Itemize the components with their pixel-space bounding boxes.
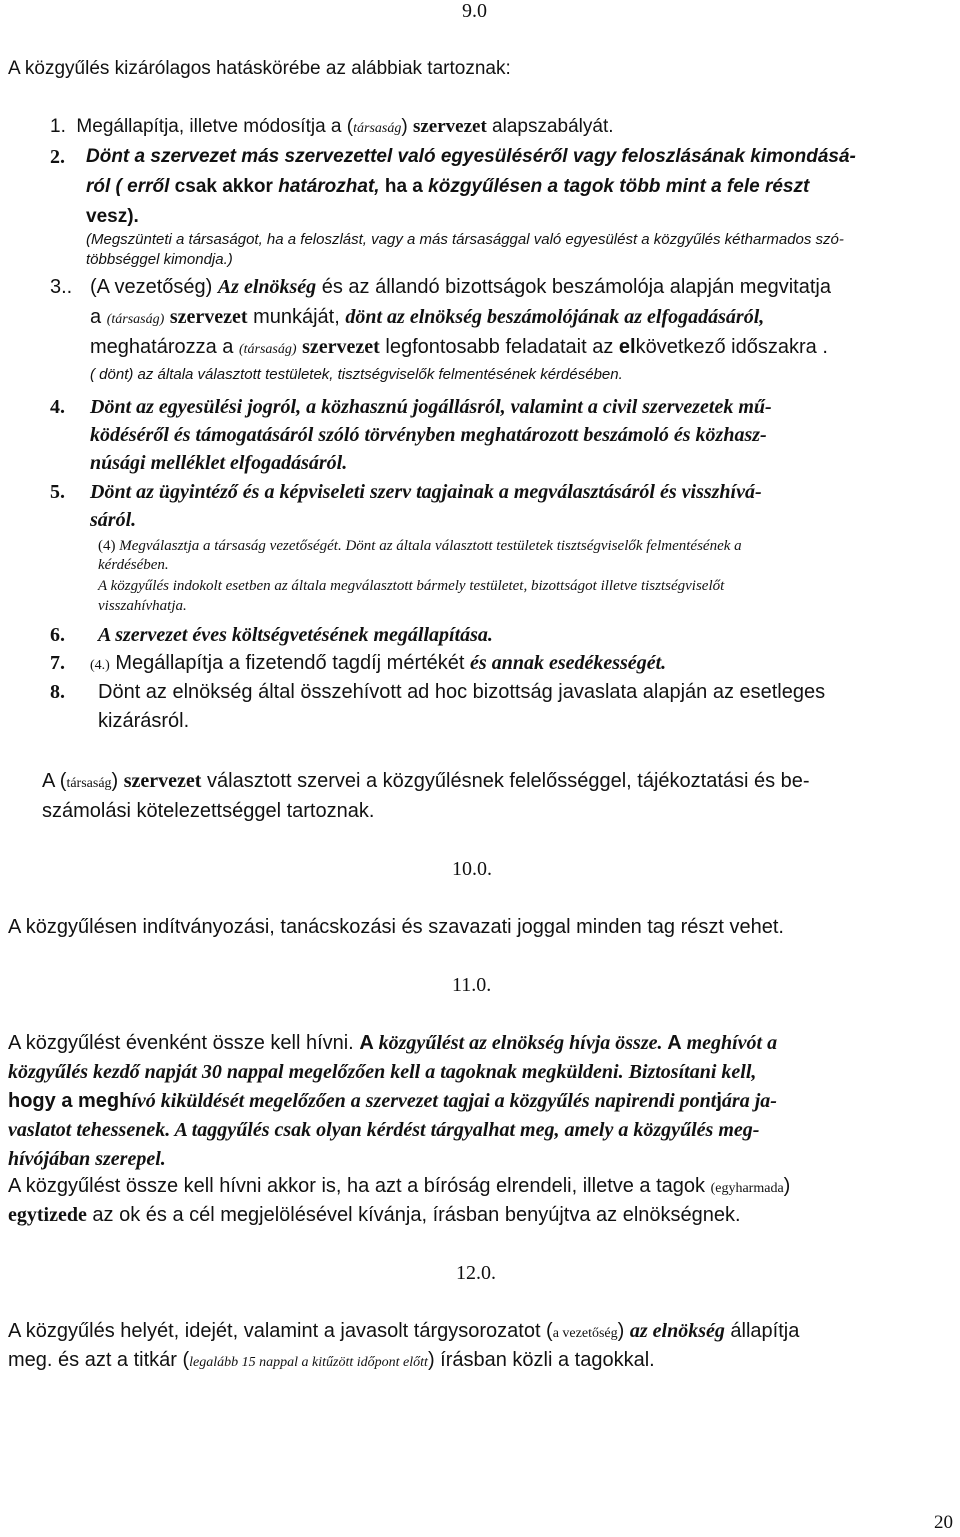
list-item-8-line-1: Dönt az elnökség által összehívott ad hoc bizottság javaslata alapján az esetleges: [98, 681, 826, 703]
section-12-line-1: A közgyűlés helyét, idejét, valamint a javasolt tárgysorozatot (a vezetőség) az elnökség állapítja: [8, 1320, 800, 1342]
list-item-4-line-1: Dönt az egyesülési jogról, a közhasznú jogállásról, valamint a civil szervezetek mű-: [90, 396, 772, 418]
section-10-text: A közgyűlésen indítványozási, tanácskozási és szavazati joggal minden tag részt vehet.: [8, 916, 784, 938]
list-item-2-line-2: ról ( erről csak akkor határozhat, ha a közgyűlésen a tagok több mint a fele részt: [86, 176, 810, 197]
list-item-6: A szervezet éves költségvetésének megállapítása.: [98, 624, 493, 646]
section-9-intro: A közgyűlés kizárólagos hatáskörébe az alábbiak tartoznak:: [8, 58, 511, 79]
closing-paragraph-line-2: számolási kötelezettséggel tartoznak.: [42, 800, 375, 822]
list-item-2-note-2: többséggel kimondja.): [86, 251, 233, 268]
list-item-8-line-2: kizárásról.: [98, 710, 190, 732]
list-item-1: 1. Megállapítja, illetve módosítja a (társaság) szervezet alapszabályát.: [50, 116, 614, 137]
item-number: 1.: [50, 116, 66, 137]
section-heading-9: 9.0: [462, 0, 487, 22]
section-11-line-6: A közgyűlést össze kell hívni akkor is, ha azt a bíróság elrendeli, illetve a tagok (egyharmada): [8, 1175, 791, 1197]
list-item-5-note-1: (4) Megválasztja a társaság vezetőségét. Dönt az általa választott testületek tisztségviselők felmentésének a: [98, 538, 742, 554]
list-item-4-line-2: ködéséről és támogatásáról szóló törvényben meghatározott beszámoló és közhasz-: [90, 424, 767, 446]
closing-paragraph-line-1: A (társaság) szervezet választott szervei a közgyűlésnek felelősséggel, tájékoztatási és be-: [42, 770, 810, 792]
list-item-3-line-1: (A vezetőség) Az elnökség és az állandó bizottságok beszámolója alapján megvitatja: [90, 276, 831, 298]
item-number: 2.: [50, 146, 65, 168]
list-item-5-line-2: sáról.: [90, 509, 137, 531]
item-number: 3..: [50, 276, 73, 298]
section-heading-12: 12.0.: [456, 1262, 496, 1284]
section-11-line-5: hívójában szerepel.: [8, 1148, 166, 1170]
list-item-5-note-2: kérdésében.: [98, 557, 169, 573]
item-number: 8.: [50, 681, 65, 703]
section-heading-10: 10.0.: [452, 858, 492, 880]
list-item-3-note: ( dönt) az általa választott testületek, tisztségviselők felmentésének kérdésében.: [90, 366, 623, 383]
list-item-2-line-1: Dönt a szervezet más szervezettel való egyesüléséről vagy feloszlásának kimondásá-: [86, 146, 856, 167]
list-item-7: (4.) Megállapítja a fizetendő tagdíj mértékét és annak esedékességét.: [90, 652, 667, 674]
section-heading-11: 11.0.: [452, 974, 492, 996]
list-item-3-line-2: a (társaság) szervezet munkáját, dönt az elnökség beszámolójának az elfogadásáról,: [90, 306, 765, 328]
item-number: 6.: [50, 624, 65, 646]
item-number: 5.: [50, 481, 65, 503]
list-item-3-line-3: meghatározza a (társaság) szervezet legfontosabb feladatait az elkövetkező időszakra .: [90, 336, 828, 358]
section-11-line-4: vaslatot tehessenek. A taggyűlés csak olyan kérdést tárgyalhat meg, amely a közgyűlés meg-: [8, 1119, 760, 1141]
list-item-5-note-4: visszahívhatja.: [98, 598, 187, 614]
section-11-line-3: hogy a meghívó kiküldését megelőzően a szervezet tagjai a közgyűlés napirendi pontjára ja-: [8, 1090, 777, 1112]
list-item-2-note-1: (Megszünteti a társaságot, ha a feloszlást, vagy a más társasággal való egyesülést a közgyűlés kétharmados szó-: [86, 231, 844, 248]
list-item-2-line-3: vesz).: [86, 206, 139, 227]
item-number: 7.: [50, 652, 65, 674]
item-number: 4.: [50, 396, 65, 418]
page-number: 20: [934, 1512, 953, 1533]
section-12-line-2: meg. és azt a titkár (legalább 15 nappal a kitűzött időpont előtt) írásban közli a tagokkal.: [8, 1349, 655, 1371]
section-11-line-2: közgyűlés kezdő napját 30 nappal megelőzően kell a tagoknak megküldeni. Biztosítani kell,: [8, 1061, 757, 1083]
list-item-5-note-3: A közgyűlés indokolt esetben az általa megválasztott bármely testületet, bizottságot illetve tisztségviselőt: [98, 578, 725, 594]
section-11-line-7: egytizede az ok és a cél megjelölésével kívánja, írásban benyújtva az elnökségnek.: [8, 1204, 741, 1226]
list-item-5-line-1: Dönt az ügyintéző és a képviseleti szerv tagjainak a megválasztásáról és visszhívá-: [90, 481, 762, 503]
section-11-line-1: A közgyűlést évenként össze kell hívni. A közgyűlést az elnökség hívja össze. A meghívót a: [8, 1032, 778, 1054]
list-item-4-line-3: núsági melléklet elfogadásáról.: [90, 452, 348, 474]
